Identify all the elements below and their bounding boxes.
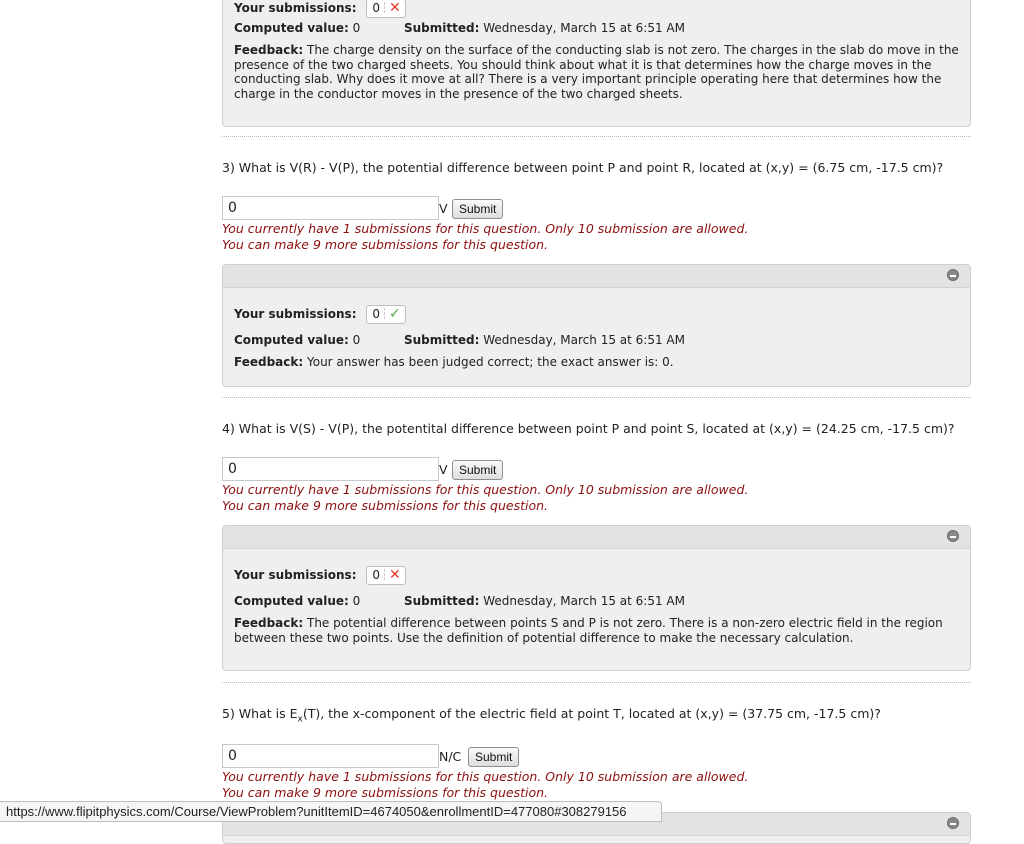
submit-button-q4[interactable]: Submit (452, 460, 503, 480)
your-submissions-row: Your submissions: 0 ✕ (234, 566, 406, 585)
submit-button-q5[interactable]: Submit (468, 747, 519, 767)
computed-value-row: Computed value: 0 Submitted: Wednesday, March 15 at 6:51 AM (234, 333, 685, 347)
incorrect-x-icon: ✕ (388, 0, 401, 16)
submitted-time: Wednesday, March 15 at 6:51 AM (483, 594, 685, 608)
feedback-panel-q4 (222, 525, 971, 671)
computed-value-row: Computed value: 0 Submitted: Wednesday, March 15 at 6:51 AM (234, 21, 685, 35)
status-bar-url: https://www.flipitphysics.com/Course/ViewProblem?unitItemID=4674050&enrollmentID=477080#308279156 (0, 801, 662, 822)
question-3-text: 3) What is V(R) - V(P), the potential difference between point P and point R, located at (x,y) = (6.75 cm, -17.5 cm)? (222, 160, 944, 175)
divider (222, 397, 971, 398)
divider (222, 136, 971, 137)
answer-input-q5[interactable] (222, 744, 439, 768)
feedback-text: Feedback: The potential difference between points S and P is not zero. There is a non-zero electric field in the region between these two points. Use the definition of potential difference to make the necessary calculation. (234, 616, 943, 645)
submitted-time: Wednesday, March 15 at 6:51 AM (483, 333, 685, 347)
computed-value: 0 (352, 594, 361, 608)
feedback-text: Feedback: The charge density on the surface of the conducting slab is not zero. The charges in the slab do move in the presence of the two charged sheets. You should think about what it is that determines how the charge moves in the conducting slab. Why does it move at all? There is a very important principle operating here that determines how the charge in the conductor moves in the presence of the two charged sheets. (234, 43, 959, 101)
collapse-icon[interactable] (947, 817, 959, 829)
feedback-text: Feedback: Your answer has been judged correct; the exact answer is: 0. (234, 355, 674, 369)
your-submissions-row: Your submissions: 0 ✕ (234, 0, 406, 18)
answer-input-q3[interactable] (222, 196, 439, 220)
unit-label-q4: V (439, 462, 448, 477)
divider (222, 682, 971, 683)
collapse-icon[interactable] (947, 269, 959, 281)
correct-check-icon: ✓ (388, 306, 401, 322)
computed-value: 0 (352, 333, 361, 347)
answer-input-q4[interactable] (222, 457, 439, 481)
unit-label-q5: N/C (439, 749, 462, 764)
panel-header (223, 265, 970, 288)
incorrect-x-icon: ✕ (388, 567, 401, 583)
submission-chip[interactable]: 0 ✕ (366, 566, 405, 585)
question-5-text: 5) What is $E_x(T)$, the x-component of the electric field at point T, located at (x,y) = (37.75 cm, -17.5 cm)? (222, 706, 881, 725)
computed-value: 0 (352, 21, 361, 35)
computed-value-row: Computed value: 0 Submitted: Wednesday, March 15 at 6:51 AM (234, 594, 685, 608)
submission-chip[interactable]: 0 ✓ (366, 305, 405, 324)
submission-chip[interactable]: 0 ✕ (366, 0, 405, 18)
your-submissions-row: Your submissions: 0 ✓ (234, 305, 406, 324)
submission-notice-q3: You currently have 1 submissions for this question. Only 10 submission are allowed. You can make 9 more submissions for this question. (222, 221, 749, 252)
feedback-panel-q2 (222, 0, 971, 127)
feedback-panel-q3 (222, 264, 971, 387)
panel-header (223, 526, 970, 549)
question-4-text: 4) What is V(S) - V(P), the potentital difference between point P and point S, located at (x,y) = (24.25 cm, -17.5 cm)? (222, 421, 955, 436)
submit-button-q3[interactable]: Submit (452, 199, 503, 219)
submission-notice-q4: You currently have 1 submissions for this question. Only 10 submission are allowed. You can make 9 more submissions for this question. (222, 482, 749, 513)
submitted-time: Wednesday, March 15 at 6:51 AM (483, 21, 685, 35)
collapse-icon[interactable] (947, 530, 959, 542)
unit-label-q3: V (439, 201, 448, 216)
submission-notice-q5: You currently have 1 submissions for this question. Only 10 submission are allowed. You can make 9 more submissions for this question. (222, 769, 749, 800)
